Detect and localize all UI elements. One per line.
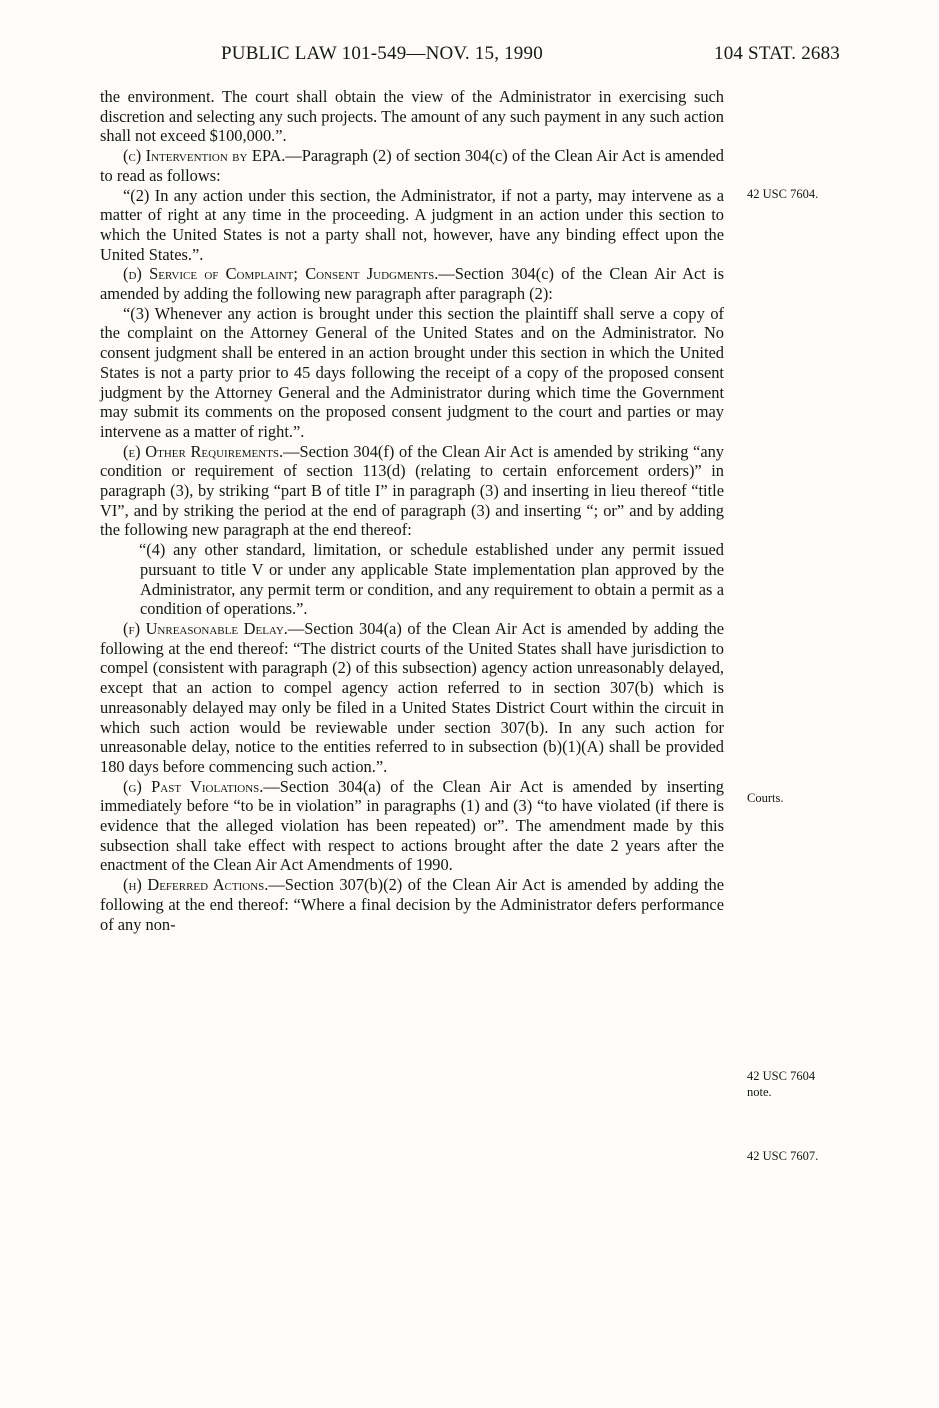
page-header <box>0 43 939 71</box>
paragraph-c <box>100 146 724 185</box>
header-stat-citation: 104 STAT. 2683 <box>714 43 841 64</box>
paragraph-g-text: —Section 304(a) of the Clean Air Act is amended by inserting immediately before “to be in violation” in paragraphs (1) and (3) “to have violated (if there is evidence that the alleged violation has been repeated) or”. The amendment made by this subsection shall take effect with respect to actions brought after the date 2 years after the enactment of the Clean Air Act Amendments of 1990. <box>100 776 725 875</box>
paragraph-c-text: EPA.—Paragraph (2) of section 304(c) of the Clean Air Act is amended to read as follows: <box>100 146 724 185</box>
margin-note-42-usc-7607: 42 USC 7607. <box>747 1149 819 1163</box>
header-title: PUBLIC LAW 101-549—NOV. 15, 1990 <box>221 43 543 64</box>
heading-d: (d) Service of Complaint; Consent Judgments. <box>123 264 439 284</box>
paragraph-e <box>100 442 724 541</box>
margin-note-42-usc-7604-note: 42 USC 7604 note. <box>747 1069 816 1099</box>
paragraph-d-text: —Section 304(c) of the Clean Air Act is amended by adding the following new paragraph after paragraph (2): <box>100 264 724 304</box>
paragraph-g <box>100 777 724 876</box>
paragraph-f-text: —Section 304(a) of the Clean Air Act is amended by adding the following at the end thereof: “The district courts of the United States shall have jurisdiction to compel (consistent with paragraph (2) of this subsection) agency action unreasonably delayed, except that an action to compel agency action referred to in section 307(b) which is unreasonably delayed may only be filed in a United States District Court within the circuit in which such action would be reviewable under section 307(b). In any such action for unreasonable delay, notice to the entities referred to in subsection (b)(1)(A) shall be provided 180 days before commencing such action.”. <box>100 618 724 776</box>
paragraph-e-text: —Section 304(f) of the Clean Air Act is amended by striking “any condition or requirement of section 113(d) (relating to certain enforcement orders)” in paragraph (3), by striking “part B of title I” in paragraph (3) and inserting in lieu thereof “title VI”, and by striking the period at the end of paragraph (3) and inserting “; or” and by adding the following new paragraph at the end thereof: <box>100 441 724 540</box>
body-text <box>100 87 724 934</box>
heading-h: (h) Deferred Actions. <box>123 875 269 895</box>
heading-f: (f) Unreasonable Delay. <box>123 618 288 638</box>
paragraph-d <box>100 264 724 303</box>
heading-g: (g) Past Violations. <box>123 776 264 796</box>
paragraph-continuation: the environment. The court shall obtain the view of the Administrator in exercising such discretion and selecting any such projects. The amount of any such payment in any such action shall not exceed $100,000.”. <box>100 87 724 146</box>
paragraph-quote-3: “(3) Whenever any action is brought under this section the plaintiff shall serve a copy of the complaint on the Attorney General of the United States and on the Administrator. No consent judgment shall be entered in an action brought under this section in which the United States is not a party prior to 45 days following the receipt of a copy of the proposed consent judgment by the Attorney General and the Administrator during which time the Government may submit its comments on the proposed consent judgment to the court and parties or may intervene as a matter of right.”. <box>100 303 724 441</box>
paragraph-h <box>100 875 724 934</box>
paragraph-h-text: —Section 307(b)(2) of the Clean Air Act is amended by adding the following at the end thereof: “Where a final decision by the Administrator defers performance of any non- <box>100 875 724 934</box>
margin-note-42-usc-7604: 42 USC 7604. <box>747 187 819 201</box>
heading-c: (c) Intervention by <box>123 146 248 166</box>
heading-e: (e) Other Requirements. <box>123 441 284 461</box>
margin-note-courts: Courts. <box>747 791 784 805</box>
paragraph-quote-2: “(2) In any action under this section, the Administrator, if not a party, may intervene as a matter of right at any time in the proceeding. A judgment in an action under this section to which the United States is not a party shall not, however, have any binding effect upon the United States.”. <box>100 185 724 264</box>
paragraph-f <box>100 619 724 777</box>
paragraph-quote-4: “(4) any other standard, limitation, or schedule established under any permit issued pursuant to title V or under any applicable State implementation plan approved by the Administrator, any permit term or condition, and any requirement to obtain a permit as a condition of operations.”. <box>139 540 724 619</box>
